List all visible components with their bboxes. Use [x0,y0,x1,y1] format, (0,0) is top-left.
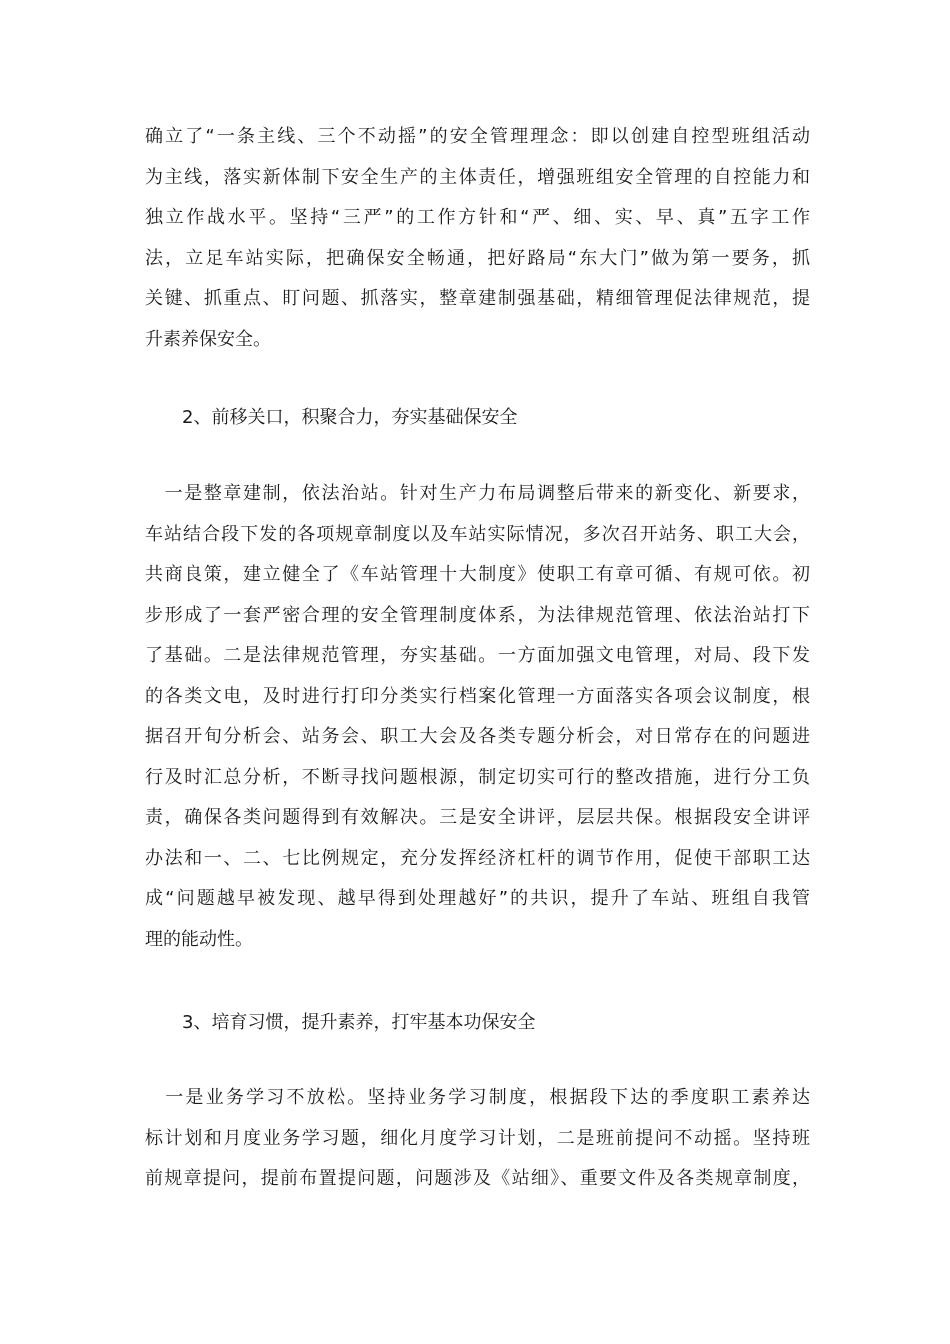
text-line: 关键、抓重点、盯问题、抓落实，整章建制强基础，精细管理促法律规范，提 [145,288,810,309]
text-line: 共商良策，建立健全了《车站管理十大制度》使职工有章可循、有规可依。初 [145,564,810,585]
paragraph-rules-management [145,474,810,960]
text-line: 前规章提问，提前布置提问题，问题涉及《站细》、重要文件及各类规章制度， [145,1168,810,1189]
section-heading-2: 2、前移关口，积聚合力，夯实基础保安全 [182,407,518,428]
text-line: 升素养保安全。 [145,328,271,350]
text-line: 步形成了一套严密合理的安全管理制度体系，为法律规范管理、依法治站打下 [145,604,810,626]
text-line: 独立作战水平。坚持“三严”的工作方针和“严、细、实、早、真”五字工作 [145,207,810,228]
text-line: 的各类文电，及时进行打印分类实行档案化管理一方面落实各项会议制度，根 [145,685,810,707]
text-line: 确立了“一条主线、三个不动摇”的安全管理理念：即以创建自控型班组活动 [145,126,810,147]
text-line: 车站结合段下发的各项规章制度以及车站实际情况，多次召开站务、职工大会， [145,523,810,545]
text-line: 一是业务学习不放松。坚持业务学习制度，根据段下达的季度职工素养达 [145,1087,810,1108]
text-line: 一是整章建制，依法治站。针对生产力布局调整后带来的新变化、新要求， [145,483,810,504]
text-line: 标计划和月度业务学习题，细化月度学习计划，二是班前提问不动摇。坚持班 [145,1127,810,1149]
text-line: 责，确保各类问题得到有效解决。三是安全讲评，层层共保。根据段安全讲评 [145,807,810,828]
text-line: 了基础。二是法律规范管理，夯实基础。一方面加强文电管理，对局、段下发 [145,645,810,666]
text-line: 成“问题越早被发现、越早得到处理越好”的共识，提升了车站、班组自我管 [145,888,810,909]
text-line: 办法和一、二、七比例规定，充分发挥经济杠杆的调节作用，促使干部职工达 [145,847,810,869]
paragraph-skill-training [145,1078,810,1200]
text-line: 据召开旬分析会、站务会、职工大会及各类专题分析会，对日常存在的问题进 [145,726,810,747]
text-line: 为主线，落实新体制下安全生产的主体责任，增强班组安全管理的自控能力和 [145,166,810,188]
paragraph-safety-philosophy [145,117,810,360]
text-line: 行及时汇总分析，不断寻找问题根源，制定切实可行的整改措施，进行分工负 [145,766,810,788]
text-line: 法，立足车站实际，把确保安全畅通，把好路局“东大门”做为第一要务，抓 [145,247,810,269]
text-line: 理的能动性。 [145,928,253,950]
section-heading-3: 3、培育习惯，提升素养，打牢基本功保安全 [182,1012,536,1033]
